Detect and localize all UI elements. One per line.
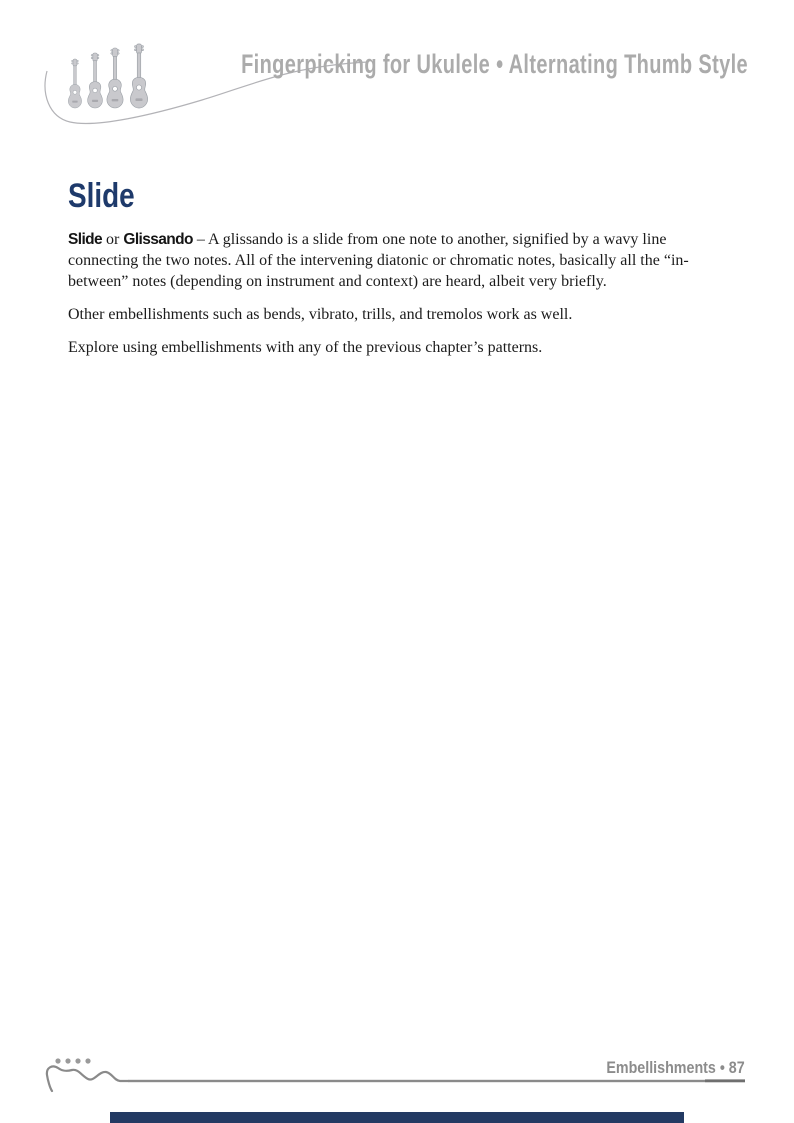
term-slide: Slide (68, 231, 103, 249)
paragraph-explore: Explore using embellishments with any of the previous chapter’s patterns. (68, 339, 543, 357)
footer-rule-end (705, 1079, 745, 1082)
header-title: Fingerpicking for Ukulele • Alternating Thumb Style (241, 49, 748, 79)
definition-text: – A glissando is a slide from one note to another, signified by a wavy line connecting the two notes. All of the intervening diatonic or chromatic notes, basically all the “in-between” notes (depending on instrument and context) are heard, albeit very briefly. (68, 231, 689, 291)
footer-dots (55, 1058, 90, 1063)
ukulele-family-icon (68, 44, 147, 108)
section-heading: Slide (68, 177, 135, 215)
ukulele-silhouette-icon (47, 1066, 128, 1091)
main-content (68, 178, 714, 370)
footer-rule (128, 1080, 745, 1082)
footer-page-label: Embellishments • 87 (606, 1058, 745, 1077)
paragraph-slide-definition (68, 229, 714, 292)
bottom-page-bar (110, 1112, 684, 1123)
term-glissando: Glissando (123, 231, 193, 249)
paragraph-other-embellishments: Other embellishments such as bends, vibrato, trills, and tremolos work as well. (68, 306, 573, 324)
conjunction: or (102, 231, 124, 249)
